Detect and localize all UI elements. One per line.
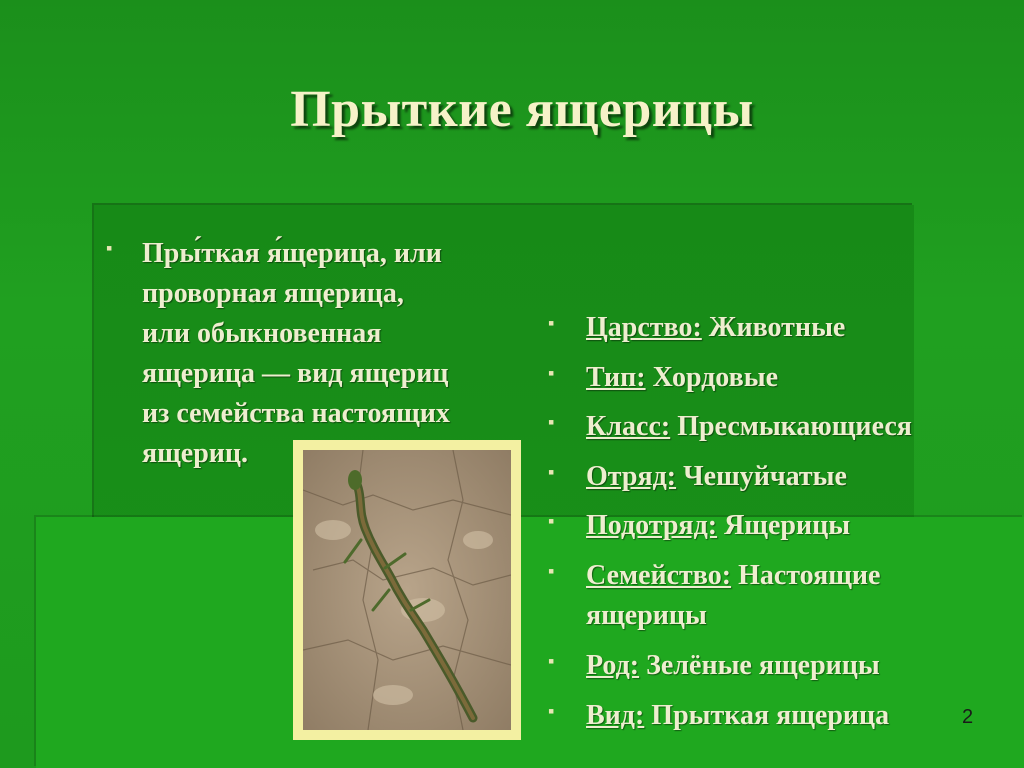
taxon-value: Ящерицы — [717, 510, 851, 541]
taxon-class — [586, 407, 912, 447]
taxon-value: Пресмыкающиеся — [670, 411, 912, 442]
taxon-label: Подотряд: — [586, 510, 718, 541]
taxon-label: Тип: — [586, 362, 646, 393]
taxon-kingdom — [586, 308, 845, 348]
taxon-label: Вид: — [586, 700, 645, 731]
description-text — [142, 234, 532, 474]
lizard-photo — [303, 450, 511, 730]
description-line: ящериц. — [142, 438, 249, 469]
taxon-suborder — [586, 506, 850, 546]
taxon-value: Настоящие — [731, 560, 881, 591]
bullet-icon: ▪ — [548, 651, 555, 671]
bullet-icon: ▪ — [548, 462, 555, 482]
slide-title: Прыткие ящерицы — [290, 81, 754, 138]
taxon-phylum — [586, 358, 778, 398]
taxon-family — [586, 556, 880, 636]
taxon-label: Род: — [586, 650, 640, 681]
bullet-icon: ▪ — [106, 238, 113, 258]
taxon-value: Зелёные ящерицы — [639, 650, 880, 681]
description-line: ящерица — вид ящериц — [142, 358, 449, 389]
taxon-species — [586, 696, 889, 736]
bullet-icon: ▪ — [548, 412, 555, 432]
taxon-value: Прыткая ящерица — [644, 700, 890, 731]
page-number: 2 — [962, 706, 974, 728]
taxon-label: Царство: — [586, 312, 702, 343]
description-line: проворная ящерица, — [142, 278, 404, 309]
taxon-value-continued: ящерицы — [586, 600, 707, 631]
taxon-order — [586, 457, 847, 497]
lizard-photo-frame — [293, 440, 521, 740]
description-line: из семейства настоящих — [142, 398, 450, 429]
taxon-label: Отряд: — [586, 461, 677, 492]
taxon-value: Хордовые — [645, 362, 779, 393]
bullet-icon: ▪ — [548, 701, 555, 721]
taxon-label: Семейство: — [586, 560, 732, 591]
taxon-value: Животные — [701, 312, 846, 343]
taxon-value: Чешуйчатые — [676, 461, 847, 492]
description-line: Пры́ткая я́щерица, или — [142, 238, 442, 269]
bullet-icon: ▪ — [548, 363, 555, 383]
description-line: или обыкновенная — [142, 318, 382, 349]
taxon-genus — [586, 646, 880, 686]
taxon-label: Класс: — [586, 411, 671, 442]
bullet-icon: ▪ — [548, 511, 555, 531]
bullet-icon: ▪ — [548, 561, 555, 581]
bullet-icon: ▪ — [548, 313, 555, 333]
